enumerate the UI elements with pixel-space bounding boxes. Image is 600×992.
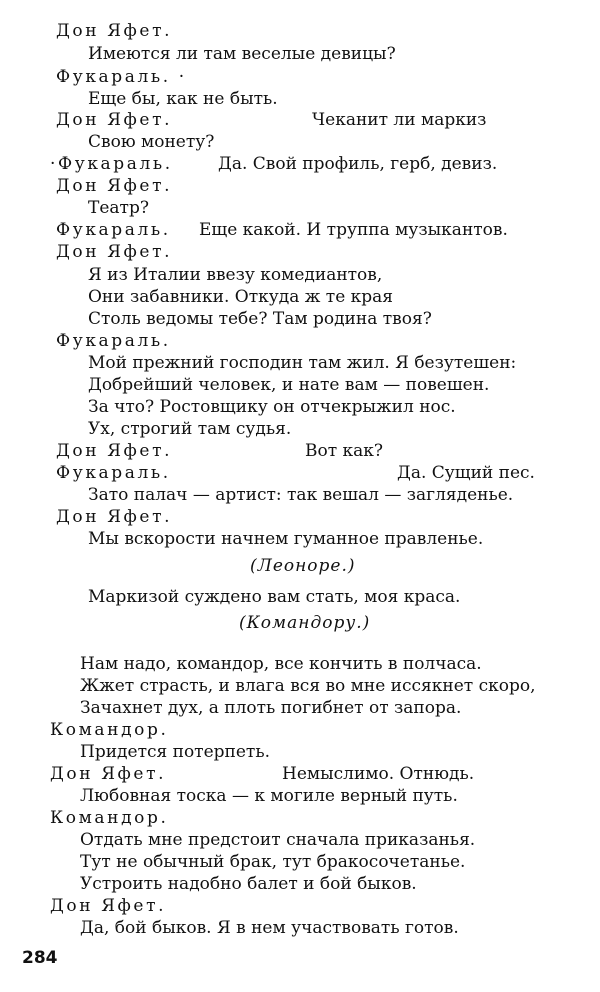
speaker-name: Дон Яфет. <box>56 441 173 461</box>
speaker-name: Дон Яфет. <box>56 110 173 130</box>
verse-line: Ух, строгий там судья. <box>88 419 292 439</box>
verse-line: Нам надо, командор, все кончить в полчаса. <box>80 654 482 674</box>
verse-line: Тут не обычный брак, тут бракосочетанье. <box>80 852 466 872</box>
speaker-name: Дон Яфет. <box>50 896 167 916</box>
verse-line: Да. Сущий пес. <box>397 463 535 483</box>
verse-line: Имеются ли там веселые девицы? <box>88 44 396 64</box>
verse-line: Еще какой. И труппа музыкантов. <box>199 220 508 240</box>
speaker-name: Фукараль. <box>56 220 171 240</box>
verse-line: Устроить надобно балет и бой быков. <box>80 874 417 894</box>
verse-line: За что? Ростовщику он отчекрыжил нос. <box>88 397 456 417</box>
speaker-name: Дон Яфет. <box>56 21 173 41</box>
verse-line: Вот как? <box>305 441 384 461</box>
verse-line: Еще бы, как не быть. <box>88 89 278 109</box>
speaker-name: Дон Яфет. <box>56 507 173 527</box>
verse-line: Добрейший человек, и нате вам — повешен. <box>88 375 490 395</box>
verse-line: Столь ведомы тебе? Там родина твоя? <box>88 309 432 329</box>
verse-line: Отдать мне предстоит сначала приказанья. <box>80 830 476 850</box>
speaker-name: Дон Яфет. <box>56 176 173 196</box>
verse-line: Чеканит ли маркиз <box>312 110 487 130</box>
stage-direction: (Командору.) <box>239 613 371 633</box>
verse-line: Они забавники. Откуда ж те края <box>88 287 394 307</box>
verse-line: Мы вскорости начнем гуманное правленье. <box>88 529 484 549</box>
verse-line: Жжет страсть, и влага вся во мне иссякнет скоро, <box>80 676 536 696</box>
verse-line: Зато палач — артист: так вешал — загляденье. <box>88 485 514 505</box>
verse-line: Придется потерпеть. <box>80 742 270 762</box>
stage-direction: (Леоноре.) <box>250 556 356 576</box>
verse-line: Немыслимо. Отнюдь. <box>282 764 475 784</box>
verse-line: Я из Италии ввезу комедиантов, <box>88 265 383 285</box>
verse-line: Зачахнет дух, а плоть погибнет от запора. <box>80 698 462 718</box>
verse-line: Любовная тоска — к могиле верный путь. <box>80 786 458 806</box>
speaker-name: Командор. <box>50 808 169 828</box>
verse-line: Маркизой суждено вам стать, моя краса. <box>88 587 461 607</box>
verse-line: Свою монету? <box>88 132 215 152</box>
speaker-name: Фукараль. · <box>56 67 187 87</box>
page-number: 284 <box>22 948 58 968</box>
speaker-name: Командор. <box>50 720 169 740</box>
speaker-name: Фукараль. <box>56 331 171 351</box>
verse-line: Театр? <box>88 198 149 218</box>
speaker-name: Дон Яфет. <box>50 764 167 784</box>
verse-line: Да, бой быков. Я в нем участвовать готов. <box>80 918 459 938</box>
verse-line: Да. Свой профиль, герб, девиз. <box>218 154 498 174</box>
speaker-name: Дон Яфет. <box>56 242 173 262</box>
verse-line: Мой прежний господин там жил. Я безутешен: <box>88 353 517 373</box>
speaker-name: ·Фукараль. <box>50 154 173 174</box>
speaker-name: Фукараль. <box>56 463 171 483</box>
